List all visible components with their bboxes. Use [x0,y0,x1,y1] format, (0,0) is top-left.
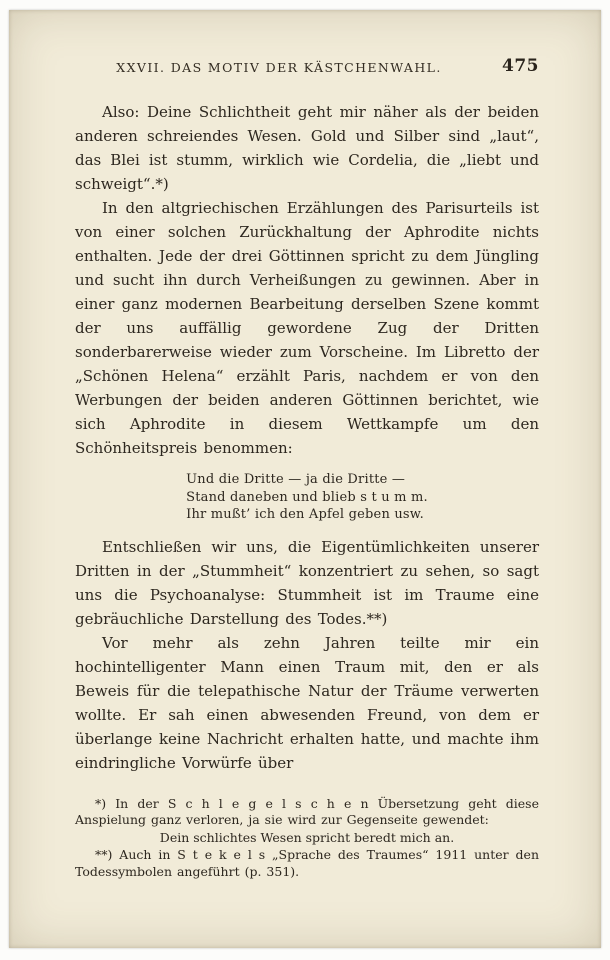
verse-line-3: Ihr mußt’ ich den Apfel geben usw. [186,507,424,522]
footnotes-section [75,796,539,881]
verse-inner [186,471,428,524]
paragraph-3: Entschließen wir uns, die Eigentümlichkeiten unserer Dritten in der „Stummheit“ konzentriert zu sehen, so sagt uns die Psychoanalyse: Stummheit ist im Traume eine gebräuchliche Darstellung des Todes.**) [75,537,539,628]
page-header [75,56,539,84]
book-page [9,10,601,948]
paragraph-2: In den altgriechischen Erzählungen des Parisurteils ist von einer solchen Zurückhaltung der Aphrodite nichts enthalten. Jede der drei Göttinnen spricht zu dem Jüngling und sucht ihn durch Verheißungen zu gewinnen. Aber in einer ganz modernen Bearbeitung derselben Szene kommt der uns auffällig gewordene Zug der Dritten sonderbarerweise wieder zum Vorscheine. Im Libretto der „Schönen Helena“ erzählt Paris, nachdem er von den Werbungen der beiden anderen Göttinnen berichtet, wie sich Aphrodite in diesem Wettkampfe um den Schönheitspreis benommen: [75,199,539,457]
paragraph-1: Also: Deine Schlichtheit geht mir näher als der beiden anderen schreiendes Wesen. Gold und Silber sind „laut“, das Blei ist stumm, wirklich wie Cordelia, die „liebt und schweigt“.*) [75,103,539,193]
page-number: 475 [502,56,539,76]
page-body [75,100,539,880]
verse-line-2: Stand daneben und blieb s t u m m. [186,489,428,505]
paragraph-4: Vor mehr als zehn Jahren teilte mir ein hochintelligenter Mann einen Traum mit, den er als Beweis für die telepathische Natur der Träume verwerten wollte. Er sah einen abwesenden Freund, von dem er überlange keine Nachricht erhalten hatte, und machte ihm eindringliche Vorwürfe über [75,633,539,772]
verse-block [75,471,539,524]
footnote-1: *) In der S c h l e g e l s c h e n Übersetzung geht diese Anspielung ganz verloren, ja sie wird zur Gegenseite gewendet: [75,795,539,827]
footnote-2: **) Auch in S t e k e l s „Sprache des Traumes“ 1911 unter den Todessymbolen angeführt (p. 351). [75,847,539,879]
running-title: XXVII. DAS MOTIV DER KÄSTCHENWAHL. [116,60,442,75]
verse-line-1: Und die Dritte — ja die Dritte — [186,472,406,487]
footnote-1-quote: Dein schlichtes Wesen spricht beredt mich an. [159,829,455,845]
